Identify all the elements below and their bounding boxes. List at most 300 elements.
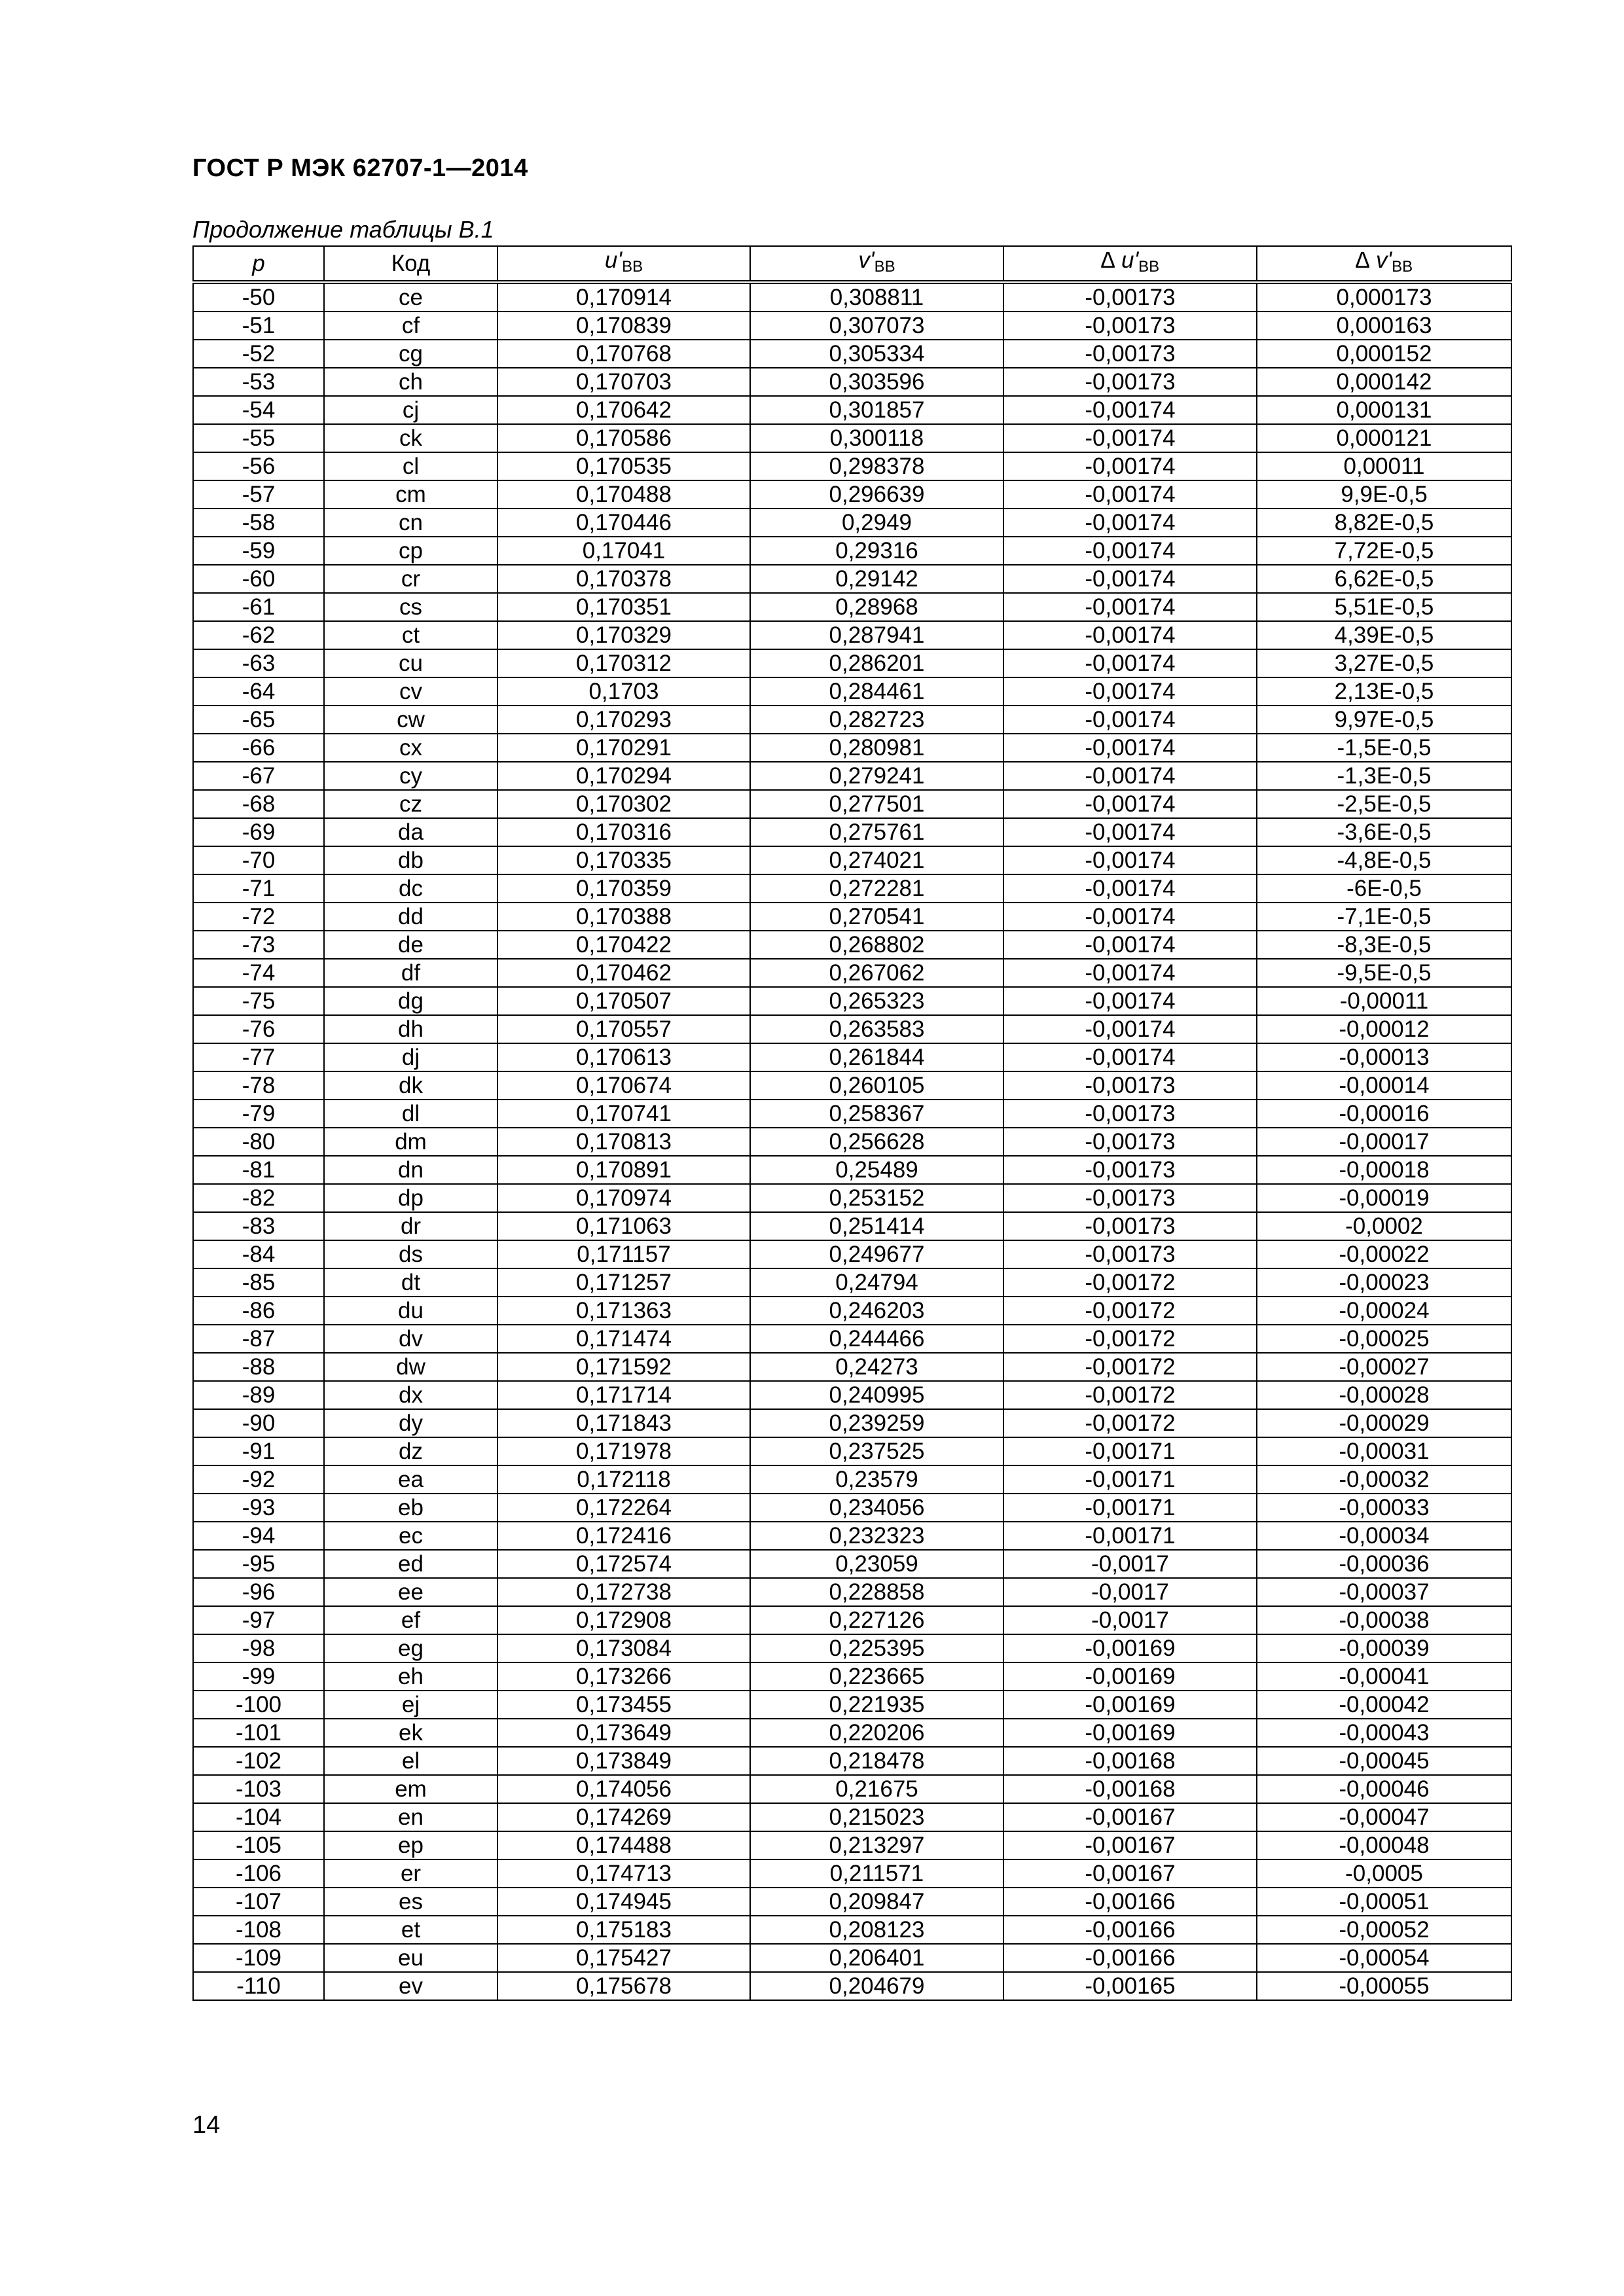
column-header-p: p <box>193 246 324 282</box>
cell-v: 0,308811 <box>750 282 1003 312</box>
cell-delta-v: 9,97E-0,5 <box>1257 706 1511 734</box>
cell-delta-u: -0,00166 <box>1003 1916 1257 1944</box>
cell-v: 0,265323 <box>750 987 1003 1015</box>
cell-p: -64 <box>193 677 324 706</box>
cell-v: 0,24273 <box>750 1353 1003 1381</box>
cell-delta-v: 0,00011 <box>1257 452 1511 480</box>
cell-v: 0,244466 <box>750 1325 1003 1353</box>
cell-kod: ev <box>324 1972 497 2000</box>
cell-v: 0,208123 <box>750 1916 1003 1944</box>
cell-p: -109 <box>193 1944 324 1972</box>
cell-p: -63 <box>193 649 324 677</box>
cell-v: 0,204679 <box>750 1972 1003 2000</box>
cell-delta-v: 6,62E-0,5 <box>1257 565 1511 593</box>
table-row <box>193 1578 1511 1606</box>
cell-kod: dx <box>324 1381 497 1409</box>
table-row <box>193 677 1511 706</box>
table-row <box>193 1691 1511 1719</box>
cell-kod: cz <box>324 790 497 818</box>
cell-v: 0,296639 <box>750 480 1003 509</box>
cell-p: -79 <box>193 1100 324 1128</box>
cell-delta-u: -0,00166 <box>1003 1944 1257 1972</box>
cell-u: 0,170351 <box>497 593 750 621</box>
cell-u: 0,172574 <box>497 1550 750 1578</box>
cell-v: 0,206401 <box>750 1944 1003 1972</box>
cell-kod: dy <box>324 1409 497 1437</box>
table-row <box>193 452 1511 480</box>
cell-kod: cs <box>324 593 497 621</box>
cell-delta-v: -0,00033 <box>1257 1494 1511 1522</box>
cell-delta-v: -7,1E-0,5 <box>1257 903 1511 931</box>
cell-u: 0,172264 <box>497 1494 750 1522</box>
cell-u: 0,172738 <box>497 1578 750 1606</box>
table-row <box>193 790 1511 818</box>
cell-p: -77 <box>193 1043 324 1071</box>
cell-v: 0,228858 <box>750 1578 1003 1606</box>
cell-u: 0,170302 <box>497 790 750 818</box>
cell-p: -78 <box>193 1071 324 1100</box>
cell-kod: cg <box>324 340 497 368</box>
cell-p: -84 <box>193 1240 324 1268</box>
cell-u: 0,171843 <box>497 1409 750 1437</box>
cell-p: -70 <box>193 846 324 874</box>
table-row <box>193 1268 1511 1297</box>
cell-delta-u: -0,00173 <box>1003 1156 1257 1184</box>
cell-kod: dl <box>324 1100 497 1128</box>
cell-delta-u: -0,00168 <box>1003 1775 1257 1803</box>
cell-v: 0,263583 <box>750 1015 1003 1043</box>
cell-v: 0,24794 <box>750 1268 1003 1297</box>
column-header-delta-u: ∆ $u'_{BB}$ <box>1003 246 1257 282</box>
cell-v: 0,227126 <box>750 1606 1003 1634</box>
cell-kod: dc <box>324 874 497 903</box>
cell-delta-u: -0,00174 <box>1003 1043 1257 1071</box>
cell-v: 0,284461 <box>750 677 1003 706</box>
cell-u: 0,171063 <box>497 1212 750 1240</box>
table-row <box>193 1747 1511 1775</box>
cell-kod: df <box>324 959 497 987</box>
cell-p: -105 <box>193 1831 324 1859</box>
cell-v: 0,21675 <box>750 1775 1003 1803</box>
cell-kod: ec <box>324 1522 497 1550</box>
cell-delta-u: -0,00174 <box>1003 452 1257 480</box>
cell-p: -68 <box>193 790 324 818</box>
cell-kod: dz <box>324 1437 497 1465</box>
cell-kod: eb <box>324 1494 497 1522</box>
cell-delta-u: -0,00168 <box>1003 1747 1257 1775</box>
cell-u: 0,170388 <box>497 903 750 931</box>
cell-kod: cn <box>324 509 497 537</box>
cell-delta-u: -0,00174 <box>1003 931 1257 959</box>
cell-v: 0,225395 <box>750 1634 1003 1662</box>
cell-v: 0,240995 <box>750 1381 1003 1409</box>
cell-delta-v: -1,5E-0,5 <box>1257 734 1511 762</box>
cell-kod: dr <box>324 1212 497 1240</box>
cell-v: 0,25489 <box>750 1156 1003 1184</box>
cell-v: 0,272281 <box>750 874 1003 903</box>
cell-delta-v: -0,00024 <box>1257 1297 1511 1325</box>
cell-u: 0,171978 <box>497 1437 750 1465</box>
cell-delta-u: -0,00172 <box>1003 1353 1257 1381</box>
cell-u: 0,174488 <box>497 1831 750 1859</box>
cell-u: 0,170294 <box>497 762 750 790</box>
cell-v: 0,267062 <box>750 959 1003 987</box>
cell-delta-v: 0,000121 <box>1257 424 1511 452</box>
cell-delta-v: -0,00019 <box>1257 1184 1511 1212</box>
table-row <box>193 1465 1511 1494</box>
cell-kod: eg <box>324 1634 497 1662</box>
cell-u: 0,170586 <box>497 424 750 452</box>
cell-u: 0,174269 <box>497 1803 750 1831</box>
cell-delta-v: 9,9E-0,5 <box>1257 480 1511 509</box>
cell-delta-v: 8,82E-0,5 <box>1257 509 1511 537</box>
cell-v: 0,239259 <box>750 1409 1003 1437</box>
cell-delta-v: -0,00023 <box>1257 1268 1511 1297</box>
cell-delta-u: -0,00171 <box>1003 1465 1257 1494</box>
cell-delta-u: -0,00174 <box>1003 480 1257 509</box>
cell-delta-v: -0,00041 <box>1257 1662 1511 1691</box>
cell-delta-u: -0,00173 <box>1003 312 1257 340</box>
cell-u: 0,170703 <box>497 368 750 396</box>
table-row <box>193 846 1511 874</box>
cell-delta-v: 0,000152 <box>1257 340 1511 368</box>
cell-v: 0,23059 <box>750 1550 1003 1578</box>
cell-u: 0,175678 <box>497 1972 750 2000</box>
cell-delta-u: -0,00174 <box>1003 762 1257 790</box>
cell-v: 0,282723 <box>750 706 1003 734</box>
table-row <box>193 537 1511 565</box>
table-body <box>193 282 1511 2000</box>
cell-delta-v: -1,3E-0,5 <box>1257 762 1511 790</box>
cell-v: 0,29142 <box>750 565 1003 593</box>
cell-p: -75 <box>193 987 324 1015</box>
table-row <box>193 480 1511 509</box>
cell-p: -93 <box>193 1494 324 1522</box>
cell-delta-v: 7,72E-0,5 <box>1257 537 1511 565</box>
cell-kod: ck <box>324 424 497 452</box>
cell-u: 0,170535 <box>497 452 750 480</box>
cell-p: -108 <box>193 1916 324 1944</box>
cell-kod: ek <box>324 1719 497 1747</box>
cell-p: -67 <box>193 762 324 790</box>
cell-kod: ea <box>324 1465 497 1494</box>
cell-v: 0,280981 <box>750 734 1003 762</box>
cell-delta-u: -0,00171 <box>1003 1522 1257 1550</box>
cell-kod: dm <box>324 1128 497 1156</box>
cell-delta-u: -0,00172 <box>1003 1381 1257 1409</box>
table-caption: Продолжение таблицы В.1 <box>192 216 494 243</box>
table-row <box>193 818 1511 846</box>
cell-kod: cl <box>324 452 497 480</box>
cell-v: 0,2949 <box>750 509 1003 537</box>
cell-p: -86 <box>193 1297 324 1325</box>
cell-delta-u: -0,00173 <box>1003 282 1257 312</box>
cell-delta-v: -0,00017 <box>1257 1128 1511 1156</box>
table-row <box>193 340 1511 368</box>
cell-kod: da <box>324 818 497 846</box>
cell-delta-u: -0,00174 <box>1003 846 1257 874</box>
cell-delta-v: 2,13E-0,5 <box>1257 677 1511 706</box>
cell-v: 0,268802 <box>750 931 1003 959</box>
cell-delta-u: -0,00172 <box>1003 1297 1257 1325</box>
cell-kod: dp <box>324 1184 497 1212</box>
table-row <box>193 368 1511 396</box>
table-row <box>193 1212 1511 1240</box>
cell-p: -90 <box>193 1409 324 1437</box>
cell-p: -106 <box>193 1859 324 1888</box>
cell-delta-u: -0,0017 <box>1003 1550 1257 1578</box>
table-row <box>193 1944 1511 1972</box>
table-row <box>193 1831 1511 1859</box>
cell-u: 0,175183 <box>497 1916 750 1944</box>
cell-u: 0,170335 <box>497 846 750 874</box>
table-row <box>193 903 1511 931</box>
table-row <box>193 1494 1511 1522</box>
cell-delta-v: -0,00025 <box>1257 1325 1511 1353</box>
cell-v: 0,211571 <box>750 1859 1003 1888</box>
cell-delta-v: -0,00042 <box>1257 1691 1511 1719</box>
column-header-kod: Код <box>324 246 497 282</box>
cell-delta-u: -0,00172 <box>1003 1268 1257 1297</box>
cell-delta-u: -0,00171 <box>1003 1494 1257 1522</box>
cell-delta-u: -0,00174 <box>1003 790 1257 818</box>
cell-delta-v: -0,00046 <box>1257 1775 1511 1803</box>
cell-u: 0,170914 <box>497 282 750 312</box>
cell-delta-v: 3,27E-0,5 <box>1257 649 1511 677</box>
cell-u: 0,170422 <box>497 931 750 959</box>
cell-delta-u: -0,00172 <box>1003 1325 1257 1353</box>
cell-kod: cu <box>324 649 497 677</box>
cell-v: 0,256628 <box>750 1128 1003 1156</box>
table-row <box>193 424 1511 452</box>
cell-delta-u: -0,00174 <box>1003 565 1257 593</box>
cell-delta-u: -0,00174 <box>1003 734 1257 762</box>
cell-p: -52 <box>193 340 324 368</box>
cell-delta-v: 0,000131 <box>1257 396 1511 424</box>
table-row <box>193 1381 1511 1409</box>
table-row <box>193 1859 1511 1888</box>
cell-p: -92 <box>193 1465 324 1494</box>
table-row <box>193 621 1511 649</box>
cell-kod: dg <box>324 987 497 1015</box>
cell-v: 0,237525 <box>750 1437 1003 1465</box>
cell-delta-v: -0,00037 <box>1257 1578 1511 1606</box>
cell-delta-v: -0,00029 <box>1257 1409 1511 1437</box>
cell-kod: cm <box>324 480 497 509</box>
cell-p: -87 <box>193 1325 324 1353</box>
cell-p: -76 <box>193 1015 324 1043</box>
cell-delta-u: -0,00173 <box>1003 340 1257 368</box>
cell-v: 0,301857 <box>750 396 1003 424</box>
column-header-delta-v: ∆ $v'_{BB}$ <box>1257 246 1511 282</box>
cell-u: 0,170839 <box>497 312 750 340</box>
cell-u: 0,173084 <box>497 1634 750 1662</box>
cell-delta-v: -0,00027 <box>1257 1353 1511 1381</box>
cell-delta-u: -0,00174 <box>1003 818 1257 846</box>
cell-kod: de <box>324 931 497 959</box>
cell-delta-v: -0,00043 <box>1257 1719 1511 1747</box>
cell-kod: cf <box>324 312 497 340</box>
cell-kod: es <box>324 1888 497 1916</box>
cell-delta-u: -0,00174 <box>1003 593 1257 621</box>
cell-delta-u: -0,00174 <box>1003 903 1257 931</box>
cell-p: -80 <box>193 1128 324 1156</box>
column-header-v: $v'_{BB}$ <box>750 246 1003 282</box>
cell-u: 0,170741 <box>497 1100 750 1128</box>
cell-delta-u: -0,00174 <box>1003 874 1257 903</box>
cell-u: 0,172908 <box>497 1606 750 1634</box>
cell-kod: eu <box>324 1944 497 1972</box>
cell-p: -66 <box>193 734 324 762</box>
cell-v: 0,213297 <box>750 1831 1003 1859</box>
cell-delta-v: -0,00047 <box>1257 1803 1511 1831</box>
cell-p: -89 <box>193 1381 324 1409</box>
cell-delta-v: -2,5E-0,5 <box>1257 790 1511 818</box>
cell-kod: dt <box>324 1268 497 1297</box>
table-row <box>193 1916 1511 1944</box>
table-row <box>193 1128 1511 1156</box>
cell-u: 0,170507 <box>497 987 750 1015</box>
cell-delta-u: -0,00165 <box>1003 1972 1257 2000</box>
cell-delta-u: -0,00173 <box>1003 1240 1257 1268</box>
cell-p: -73 <box>193 931 324 959</box>
cell-kod: db <box>324 846 497 874</box>
cell-v: 0,223665 <box>750 1662 1003 1691</box>
cell-kod: en <box>324 1803 497 1831</box>
cell-p: -97 <box>193 1606 324 1634</box>
data-table <box>192 245 1512 2001</box>
table-row <box>193 706 1511 734</box>
cell-u: 0,170312 <box>497 649 750 677</box>
cell-p: -58 <box>193 509 324 537</box>
table-row <box>193 1437 1511 1465</box>
cell-delta-v: 0,000173 <box>1257 282 1511 312</box>
cell-delta-v: -0,00055 <box>1257 1972 1511 2000</box>
table-header-row <box>193 246 1511 282</box>
cell-u: 0,170974 <box>497 1184 750 1212</box>
cell-kod: ep <box>324 1831 497 1859</box>
cell-delta-v: 0,000163 <box>1257 312 1511 340</box>
cell-p: -60 <box>193 565 324 593</box>
cell-delta-v: -4,8E-0,5 <box>1257 846 1511 874</box>
cell-delta-u: -0,00169 <box>1003 1691 1257 1719</box>
cell-kod: dk <box>324 1071 497 1100</box>
cell-delta-u: -0,00173 <box>1003 1212 1257 1240</box>
cell-delta-v: 0,000142 <box>1257 368 1511 396</box>
cell-v: 0,23579 <box>750 1465 1003 1494</box>
cell-u: 0,173455 <box>497 1691 750 1719</box>
cell-u: 0,170316 <box>497 818 750 846</box>
cell-u: 0,170329 <box>497 621 750 649</box>
cell-p: -103 <box>193 1775 324 1803</box>
column-header-u: $u'_{BB}$ <box>497 246 750 282</box>
cell-delta-u: -0,00174 <box>1003 396 1257 424</box>
cell-kod: cr <box>324 565 497 593</box>
cell-p: -102 <box>193 1747 324 1775</box>
cell-u: 0,174945 <box>497 1888 750 1916</box>
cell-delta-v: -8,3E-0,5 <box>1257 931 1511 959</box>
cell-p: -100 <box>193 1691 324 1719</box>
cell-p: -69 <box>193 818 324 846</box>
cell-delta-v: -0,00013 <box>1257 1043 1511 1071</box>
cell-delta-v: -0,00045 <box>1257 1747 1511 1775</box>
cell-delta-u: -0,00166 <box>1003 1888 1257 1916</box>
cell-p: -96 <box>193 1578 324 1606</box>
cell-v: 0,249677 <box>750 1240 1003 1268</box>
cell-v: 0,298378 <box>750 452 1003 480</box>
cell-kod: dd <box>324 903 497 931</box>
cell-u: 0,1703 <box>497 677 750 706</box>
table-row <box>193 396 1511 424</box>
cell-delta-v: -0,00036 <box>1257 1550 1511 1578</box>
cell-u: 0,170359 <box>497 874 750 903</box>
cell-v: 0,29316 <box>750 537 1003 565</box>
cell-kod: cj <box>324 396 497 424</box>
cell-kod: ej <box>324 1691 497 1719</box>
cell-delta-v: -0,00016 <box>1257 1100 1511 1128</box>
cell-delta-u: -0,00173 <box>1003 368 1257 396</box>
cell-delta-v: -0,00048 <box>1257 1831 1511 1859</box>
cell-delta-v: -0,00034 <box>1257 1522 1511 1550</box>
table-row <box>193 1100 1511 1128</box>
cell-delta-u: -0,00173 <box>1003 1071 1257 1100</box>
table-row <box>193 649 1511 677</box>
cell-v: 0,258367 <box>750 1100 1003 1128</box>
cell-v: 0,286201 <box>750 649 1003 677</box>
cell-delta-v: -0,00038 <box>1257 1606 1511 1634</box>
cell-delta-v: -0,00039 <box>1257 1634 1511 1662</box>
cell-u: 0,170891 <box>497 1156 750 1184</box>
table-row <box>193 874 1511 903</box>
cell-v: 0,275761 <box>750 818 1003 846</box>
cell-v: 0,218478 <box>750 1747 1003 1775</box>
cell-v: 0,303596 <box>750 368 1003 396</box>
cell-kod: dn <box>324 1156 497 1184</box>
cell-u: 0,170674 <box>497 1071 750 1100</box>
cell-p: -91 <box>193 1437 324 1465</box>
table-row <box>193 1325 1511 1353</box>
cell-delta-u: -0,00173 <box>1003 1184 1257 1212</box>
cell-p: -56 <box>193 452 324 480</box>
cell-u: 0,175427 <box>497 1944 750 1972</box>
cell-v: 0,28968 <box>750 593 1003 621</box>
cell-kod: ee <box>324 1578 497 1606</box>
cell-u: 0,173849 <box>497 1747 750 1775</box>
cell-p: -101 <box>193 1719 324 1747</box>
cell-p: -54 <box>193 396 324 424</box>
cell-kod: dh <box>324 1015 497 1043</box>
cell-kod: dv <box>324 1325 497 1353</box>
cell-kod: dj <box>324 1043 497 1071</box>
table-row <box>193 734 1511 762</box>
cell-v: 0,279241 <box>750 762 1003 790</box>
cell-kod: cv <box>324 677 497 706</box>
cell-u: 0,170378 <box>497 565 750 593</box>
cell-v: 0,277501 <box>750 790 1003 818</box>
cell-delta-v: -0,00051 <box>1257 1888 1511 1916</box>
table-row <box>193 931 1511 959</box>
cell-p: -72 <box>193 903 324 931</box>
table-row <box>193 1522 1511 1550</box>
cell-u: 0,171257 <box>497 1268 750 1297</box>
cell-u: 0,170613 <box>497 1043 750 1071</box>
cell-u: 0,170462 <box>497 959 750 987</box>
page-number: 14 <box>192 2111 221 2139</box>
cell-delta-v: 5,51E-0,5 <box>1257 593 1511 621</box>
cell-delta-u: -0,00174 <box>1003 509 1257 537</box>
cell-delta-u: -0,00167 <box>1003 1803 1257 1831</box>
cell-kod: em <box>324 1775 497 1803</box>
